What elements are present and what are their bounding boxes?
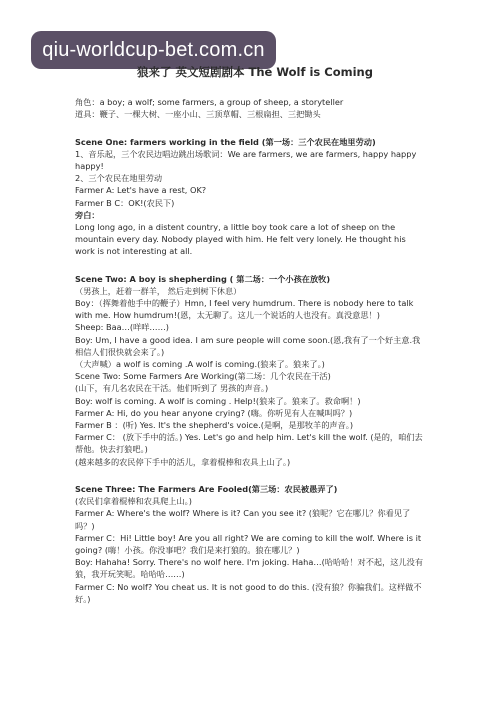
scene2-line: Scene Two: Some Farmers Are Working(第二场：几个农民在干活) [75, 371, 331, 382]
scene1-line: 1、音乐起，三个农民边唱边跳出场歌词：We are farmers, we are farmers, happy happy happy! [75, 148, 417, 172]
narration-text: Long long ago, in a distent country, a little boy took care a lot of sheep on the mountain every day. Nobody played with him. He felt very lonely. He thought his work is not interesting at all. [75, 222, 406, 257]
scene2-line: Farmer A: Hi, do you hear anyone crying? (嗨。你听见有人在喊叫吗？) [75, 407, 353, 418]
document-title: 狼来了 英文短剧剧本 The Wolf is Coming [137, 65, 373, 79]
intro-roles: 角色：a boy; a wolf; some farmers, a group of sheep, a storyteller [75, 97, 344, 108]
scene2-line: Farmer B ：(听) Yes. It's the shepherd's voice.(是啊，是那牧羊的声音。) [75, 420, 354, 431]
scene3-line: Boy: Hahaha! Sorry. There's no wolf here. I'm joking. Haha…(哈哈哈！对不起，这儿没有狼，我开玩笑呢。哈哈哈……) [75, 557, 424, 580]
scene2-line: Boy: wolf is coming. A wolf is coming . Help!(狼来了。狼来了。救命啊！) [75, 395, 361, 406]
intro-props: 道具：鞭子、一棵大树、一座小山、三顶草帽、三根扁担、三把锄头 [75, 109, 321, 120]
scene2-line: (越来越多的农民停下手中的活儿，拿着棍棒和农具上山了。) [75, 456, 291, 467]
scene2-line: Farmer C： (放下手中的活。) Yes. Let's go and help him. Let's kill the wolf. (是的，咱们去帮他。快去打狼吧。) [75, 432, 423, 455]
scene3-line: Farmer A: Where's the wolf? Where is it? Can you see it? (狼呢？它在哪儿？你看见了吗？) [75, 508, 411, 531]
scene3-line: Farmer C：Hi! Little boy! Are you all right? We are coming to kill the wolf. Where is it going? (嗨！小孩。你没事吧？我们是来打狼的。狼在哪儿？) [75, 532, 422, 555]
scene2-line: Sheep: Baa…(咩咩……) [75, 322, 169, 333]
scene2-line: Boy：（挥舞着他手中的鞭子）Hmn, I feel very humdrum. There is nobody here to talk with me. How humdrum!(恩，太无聊了。这儿一个说话的人也没有。真没意思！) [75, 298, 414, 321]
scene2-heading: Scene Two: A boy is shepherding ( 第二场：一个小孩在放牧) [75, 273, 331, 284]
scene1-line: Farmer A: Let's have a rest, OK? [75, 185, 207, 196]
scene2-line: Boy: Um, I have a good idea. I am sure people will come soon.(恩,我有了一个好主意.我相信人们很快就会来了。) [75, 334, 421, 357]
watermark-banner: qiu-worldcup-bet.com.cn [31, 31, 276, 69]
scene3-line: (农民们拿着棍棒和农具爬上山。) [75, 496, 192, 507]
scene1-line: Farmer B C：OK!(农民下) [75, 197, 175, 208]
scene2-line: (山下，有几名农民在干活。他们听到了 男孩的声音。) [75, 383, 269, 394]
narrator-label: 旁白： [75, 209, 100, 220]
scene3-heading: Scene Three: The Farmers Are Fooled(第三场：农民被愚弄了) [75, 483, 338, 494]
document-body [75, 66, 427, 605]
scene2-line: （大声喊）a wolf is coming .A wolf is coming.(狼来了。狼来了。) [75, 359, 325, 370]
scene2-line: （男孩上，赶着一群羊， 然后走到树下休息） [75, 285, 242, 296]
scene3-line: Farmer C: No wolf? You cheat us. It is not good to do this. (没有狼？你骗我们。这样做不好。) [75, 581, 422, 604]
scene1-line: 2、三个农民在地里劳动 [75, 173, 163, 184]
scene1-heading: Scene One: farmers working in the field (第一场：三个农民在地里劳动) [75, 136, 376, 147]
